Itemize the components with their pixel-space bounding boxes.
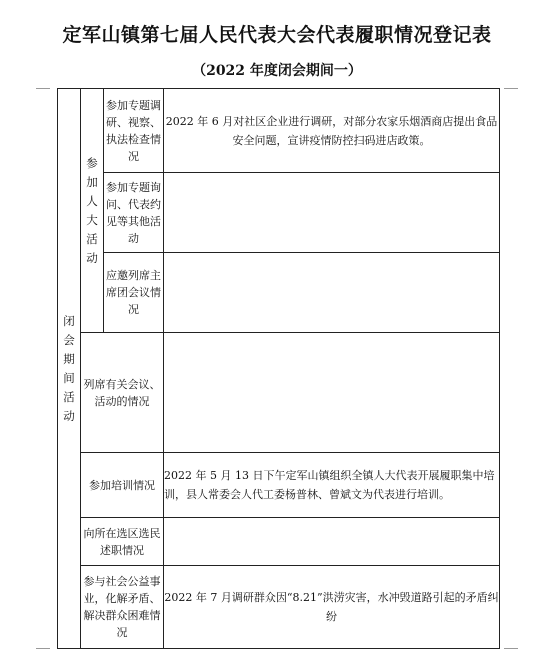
page-corner-mark xyxy=(504,88,518,89)
page-corner-mark xyxy=(504,648,518,649)
page-corner-mark xyxy=(36,648,50,649)
row-label: 参加专题询问、代表约见等其他活动 xyxy=(104,173,164,253)
table-row xyxy=(58,173,500,253)
table-row xyxy=(58,333,500,453)
table-row xyxy=(58,566,500,649)
row-content xyxy=(164,253,500,333)
row-label: 应邀列席主席团会议情况 xyxy=(104,253,164,333)
row-content xyxy=(164,173,500,253)
subgroup-label-cell: 参 加 人 大 活 动 xyxy=(81,89,104,333)
row-label: 向所在选区选民述职情况 xyxy=(81,518,164,566)
table-row xyxy=(58,253,500,333)
row-label: 参与社会公益事业，化解矛盾、解决群众困难情况 xyxy=(81,566,164,649)
row-label: 参加培训情况 xyxy=(81,453,164,518)
group-label-cell: 闭 会 期 间 活 动 xyxy=(58,89,81,649)
row-content xyxy=(164,518,500,566)
row-label: 参加专题调研、视察、执法检查情况 xyxy=(104,89,164,173)
page-corner-mark xyxy=(36,88,50,89)
table-row xyxy=(58,518,500,566)
table-row xyxy=(58,453,500,518)
form-title: 定军山镇第七届人民代表大会代表履职情况登记表 xyxy=(62,24,492,46)
form-subtitle: （2022 年度闭会期间一） xyxy=(192,63,362,79)
row-content: 2022 年 5 月 13 日下午定军山镇组织全镇人大代表开展履职集中培训，县人常委会人代工委杨普林、曾斌文为代表进行培训。 xyxy=(164,453,500,518)
row-label: 列席有关会议、活动的情况 xyxy=(81,333,164,453)
row-content xyxy=(164,333,500,453)
row-content: 2022 年 6 月对社区企业进行调研，对部分农家乐烟酒商店提出食品安全问题，宣讲疫情防控扫码进店政策。 xyxy=(164,89,500,173)
row-content: 2022 年 7 月调研群众因“8.21”洪涝灾害，水冲毁道路引起的矛盾纠纷 xyxy=(164,566,500,649)
table-row xyxy=(58,89,500,173)
registration-table xyxy=(57,88,500,649)
